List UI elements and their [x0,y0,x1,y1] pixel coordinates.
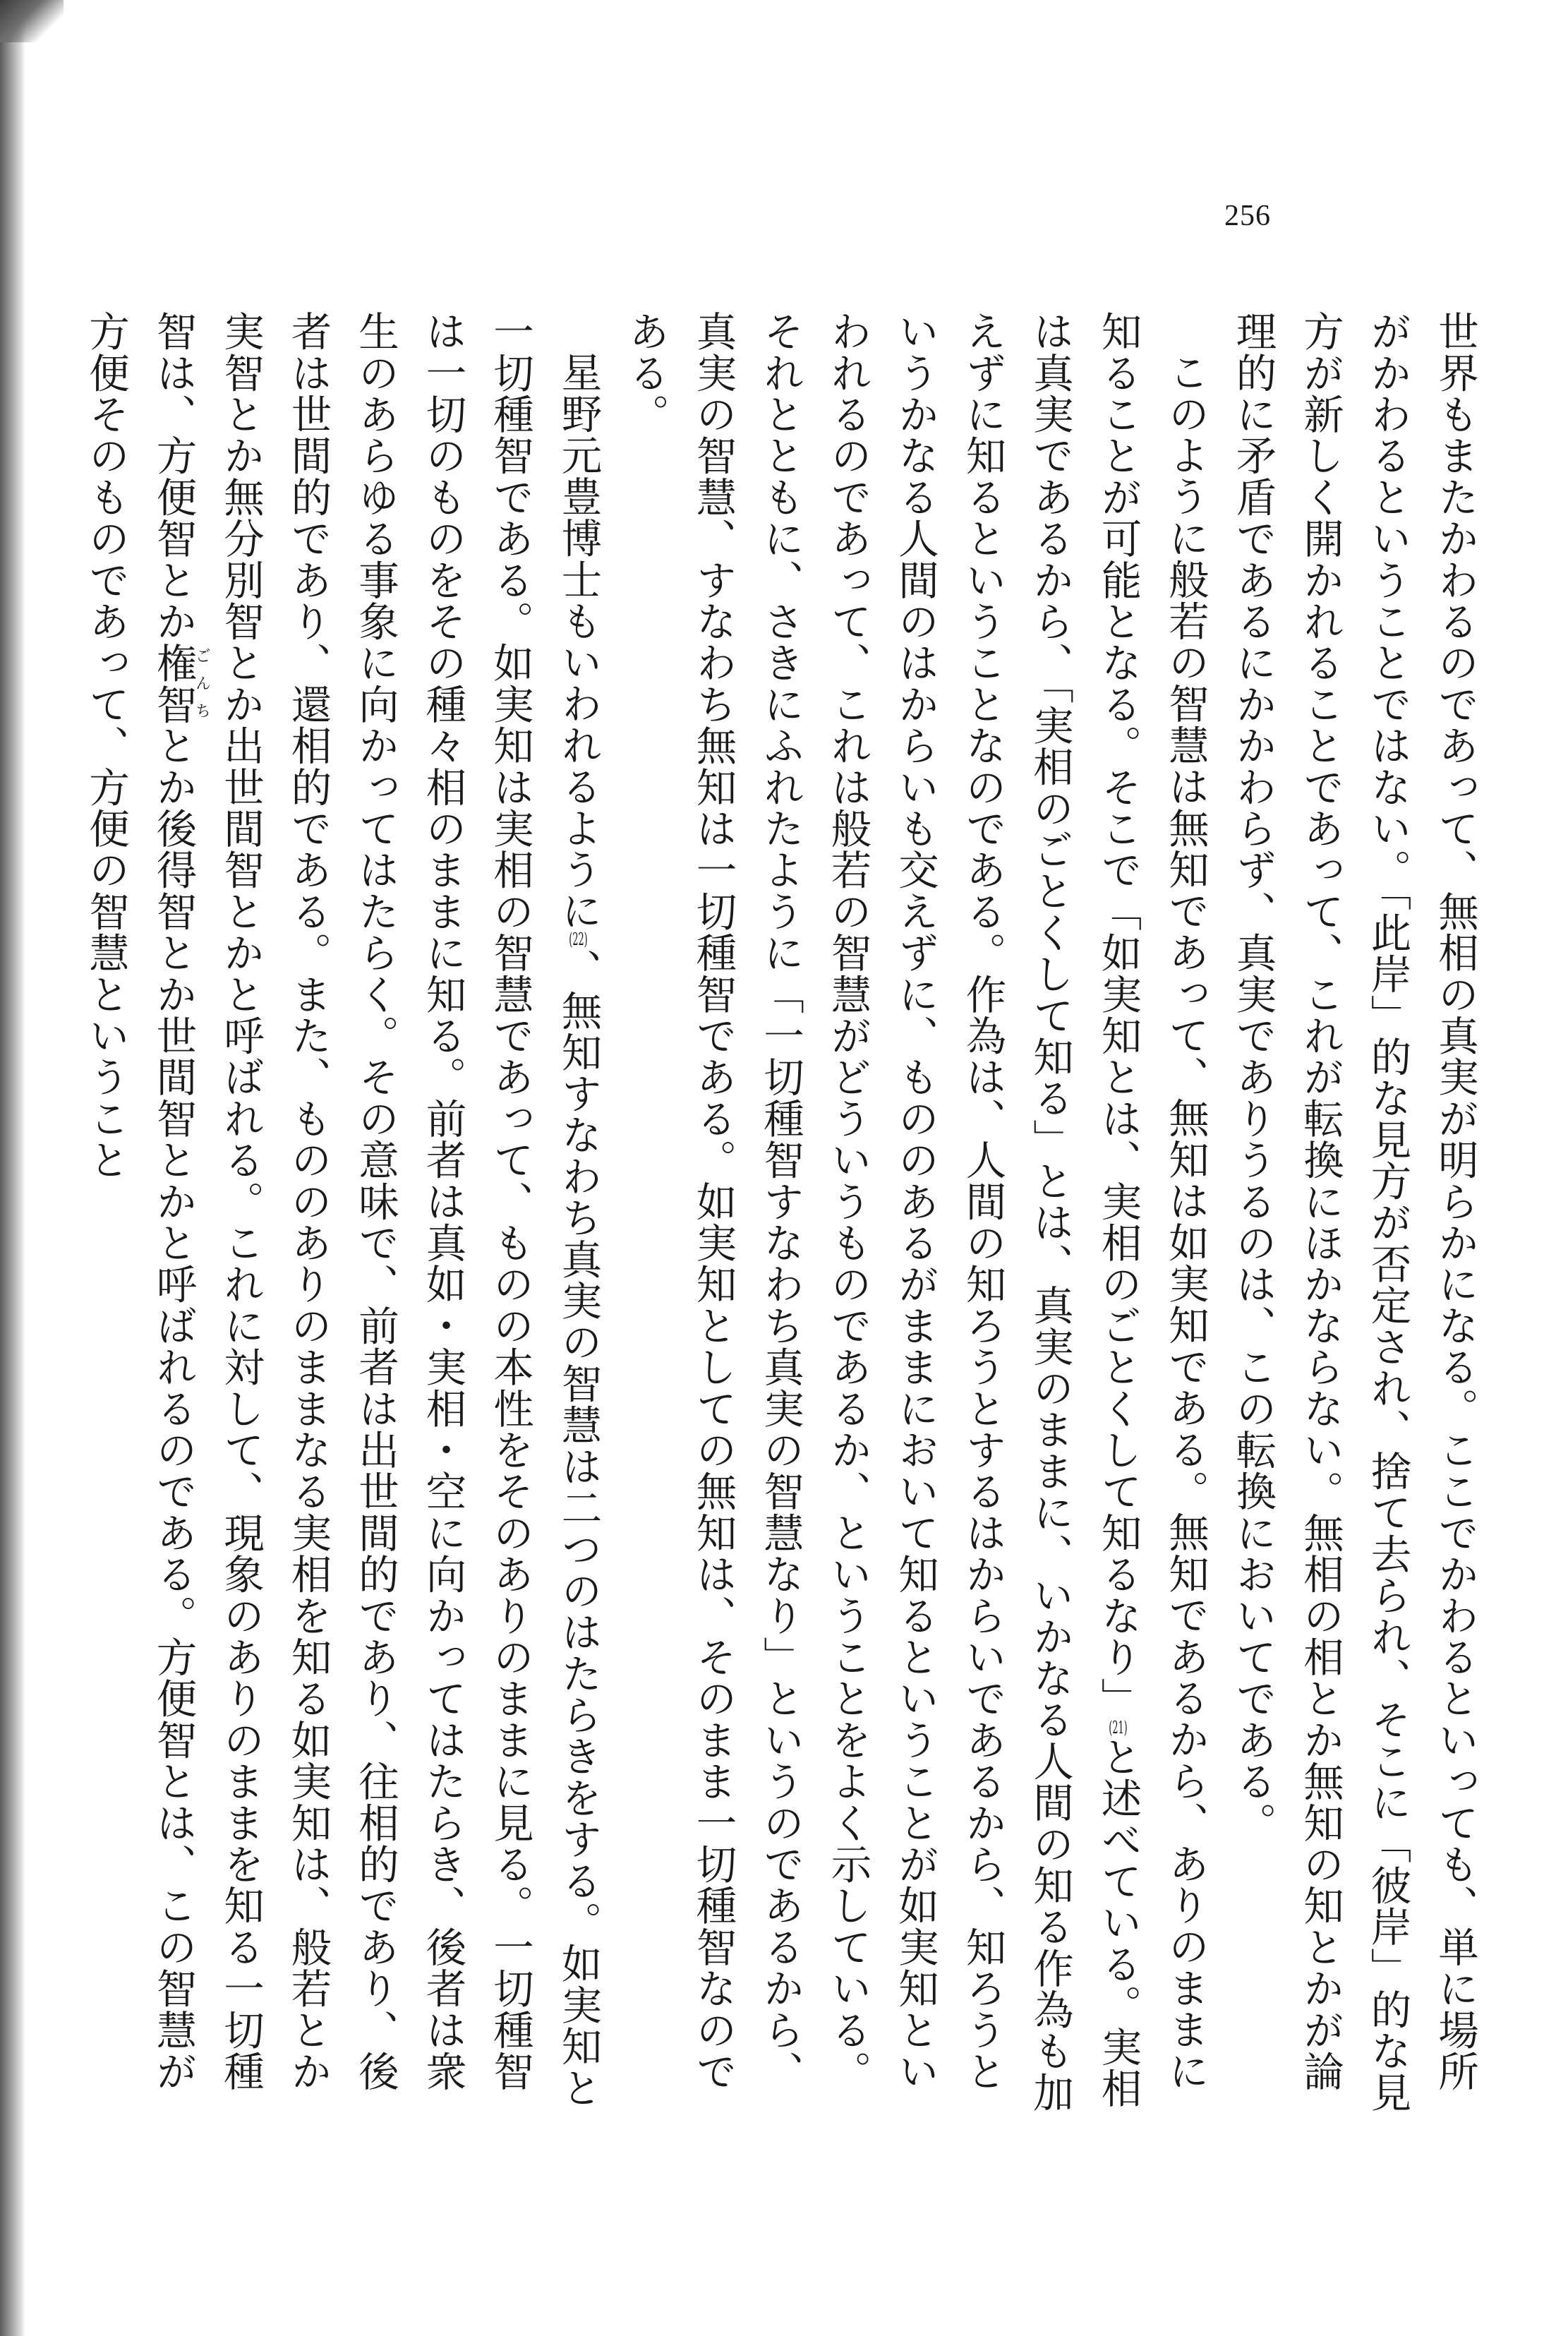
paragraph [613,311,1220,2117]
paragraph [73,311,613,2117]
paragraph-text: 、無知すなわち真実の智慧は二つのはたらきをする。如実知と一切種智である。如実知は実相の智慧であって、ものの本性をそのありのままに見る。一切種智は一切のものをその種々相のままに知る。前者は真如・実相・空に向かってはたらき、後者は衆生のあらゆる事象に向かってはたらく。その意味で、前者は出世間的であり、往相的であり、後者は世間的であり、還相的である。また、もののありのままなる実相を知る如実知は、般若とか実智とか無分別智とか出世間智とかと呼ばれる。これに対して、現象のありのままを知る一切種智は、方便智とか [150,311,603,2108]
paragraph-text: 星野元豊博士もいわれるように [555,351,603,932]
paragraph [1219,311,1489,2117]
book-binding-shadow [0,0,25,2336]
body-text [83,311,1489,2117]
page-number: 256 [1224,200,1271,232]
ruby-annotated-word [150,642,211,726]
footnote-reference: (21) [1109,1718,1128,1736]
paragraph-text: と述べている。実相は真実であるから、「実相のごとくして知る」とは、真実のままに、いかなる人間の知る作為も加えずに知るということなのである。作為は、人間の知ろうとするはからいであるから、知ろうというかなる人間のはからいも交えずに、もののあるがままにおいて知るということが如実知といわれるのであって、これは般若の智慧がどういうものであるか、ということをよく示している。それとともに、さきにふれたように「一切種智すなわち真実の智慧なり」というのであるから、真実の智慧、すなわち無知は一切種智である。如実知としての無知は、そのまま一切種智なのである。 [622,311,1142,2114]
ruby-base: 権智 [150,642,198,726]
paragraph-text: とか後得智とか世間智とかと呼ばれるのである。方便智とは、この智慧が方便そのものであって、方便の智慧ということ [83,311,198,2093]
ruby-reading: ごんち [193,642,211,725]
paragraph-text: 世界もまたかわるのであって、無相の真実が明らかになる。ここでかわるといっても、単に場所がかわるということではない。「此岸」的な見方が否定され、捨て去られ、そこに「彼岸」的な見方が新しく開かれることであって、これが転換にほかならない。無相の相とか無知の知とかが論理的に矛盾であるにかかわらず、真実でありうるのは、この転換においてである。 [1229,311,1479,2114]
footnote-reference: (22) [569,931,588,949]
paragraph-text: このように般若の智慧は無知であって、無知は如実知である。無知であるから、ありのままに知ることが可能となる。そこで「如実知とは、実相のごとくして知るなり」 [1094,311,1210,2091]
scan-corner-shadow [0,0,64,42]
